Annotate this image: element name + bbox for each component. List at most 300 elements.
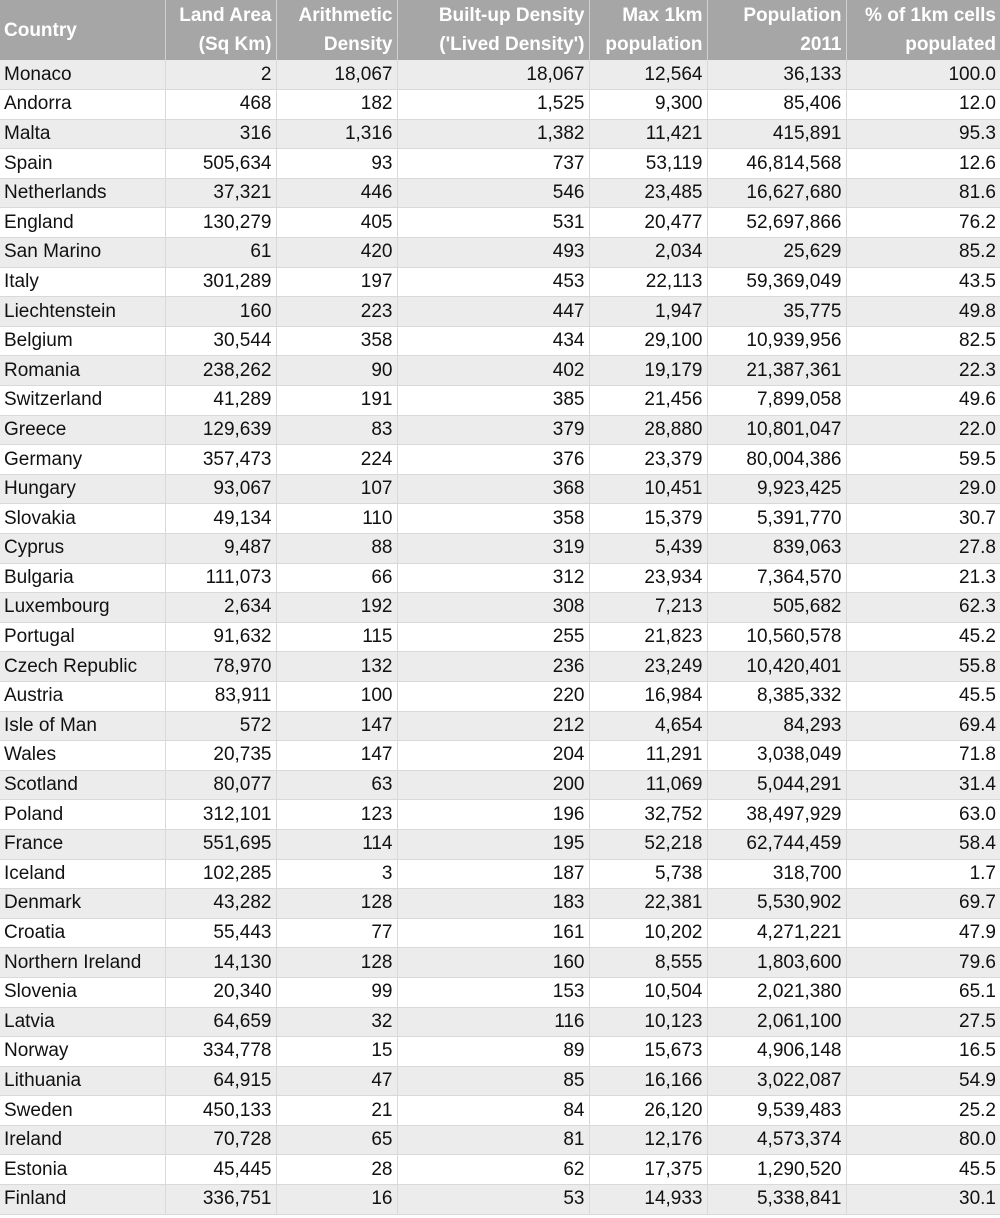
cell-max-1km-population: 21,456 [589, 386, 707, 416]
cell-built-up-density: 319 [397, 534, 589, 564]
cell-max-1km-population: 52,218 [589, 829, 707, 859]
cell-built-up-density: 546 [397, 178, 589, 208]
cell-arithmetic-density: 110 [276, 504, 397, 534]
cell-population-2011: 9,539,483 [707, 1096, 846, 1126]
table-row [0, 297, 1000, 327]
cell-percent-cells-populated: 69.4 [846, 711, 1000, 741]
cell-country: Luxembourg [0, 593, 165, 623]
cell-population-2011: 4,906,148 [707, 1037, 846, 1067]
cell-max-1km-population: 2,034 [589, 238, 707, 268]
cell-percent-cells-populated: 31.4 [846, 770, 1000, 800]
table-row [0, 267, 1000, 297]
cell-country: San Marino [0, 238, 165, 268]
cell-country: Slovakia [0, 504, 165, 534]
cell-arithmetic-density: 197 [276, 267, 397, 297]
cell-built-up-density: 183 [397, 889, 589, 919]
cell-built-up-density: 204 [397, 741, 589, 771]
cell-land-area: 450,133 [165, 1096, 276, 1126]
cell-population-2011: 10,801,047 [707, 415, 846, 445]
cell-land-area: 129,639 [165, 415, 276, 445]
column-header-line: Country [4, 19, 77, 41]
table-row [0, 445, 1000, 475]
cell-population-2011: 36,133 [707, 60, 846, 90]
cell-population-2011: 25,629 [707, 238, 846, 268]
column-header-max-1km-population [589, 0, 707, 60]
cell-max-1km-population: 7,213 [589, 593, 707, 623]
table-row [0, 208, 1000, 238]
cell-arithmetic-density: 15 [276, 1037, 397, 1067]
cell-percent-cells-populated: 69.7 [846, 889, 1000, 919]
cell-population-2011: 35,775 [707, 297, 846, 327]
cell-percent-cells-populated: 62.3 [846, 593, 1000, 623]
column-header-line: ('Lived Density') [439, 34, 585, 55]
column-header-line: (Sq Km) [198, 34, 272, 55]
cell-population-2011: 16,627,680 [707, 178, 846, 208]
table-row [0, 1066, 1000, 1096]
cell-max-1km-population: 28,880 [589, 415, 707, 445]
cell-population-2011: 839,063 [707, 534, 846, 564]
table-row [0, 948, 1000, 978]
column-header-line: Arithmetic [298, 5, 393, 26]
cell-percent-cells-populated: 85.2 [846, 238, 1000, 268]
table-row [0, 1125, 1000, 1155]
cell-arithmetic-density: 147 [276, 711, 397, 741]
cell-built-up-density: 220 [397, 681, 589, 711]
cell-percent-cells-populated: 30.1 [846, 1185, 1000, 1215]
cell-country: Greece [0, 415, 165, 445]
cell-built-up-density: 85 [397, 1066, 589, 1096]
cell-population-2011: 5,044,291 [707, 770, 846, 800]
column-header-line: % of 1km cells [865, 5, 996, 26]
cell-country: Spain [0, 149, 165, 179]
cell-population-2011: 1,803,600 [707, 948, 846, 978]
cell-built-up-density: 434 [397, 326, 589, 356]
cell-land-area: 70,728 [165, 1125, 276, 1155]
table-row [0, 711, 1000, 741]
table-row [0, 889, 1000, 919]
cell-percent-cells-populated: 76.2 [846, 208, 1000, 238]
cell-land-area: 505,634 [165, 149, 276, 179]
cell-max-1km-population: 12,564 [589, 60, 707, 90]
cell-country: Scotland [0, 770, 165, 800]
cell-arithmetic-density: 107 [276, 474, 397, 504]
cell-population-2011: 505,682 [707, 593, 846, 623]
cell-built-up-density: 89 [397, 1037, 589, 1067]
cell-percent-cells-populated: 22.0 [846, 415, 1000, 445]
cell-population-2011: 62,744,459 [707, 829, 846, 859]
cell-country: Italy [0, 267, 165, 297]
cell-max-1km-population: 10,202 [589, 918, 707, 948]
cell-country: France [0, 829, 165, 859]
cell-population-2011: 3,022,087 [707, 1066, 846, 1096]
cell-arithmetic-density: 66 [276, 563, 397, 593]
cell-built-up-density: 379 [397, 415, 589, 445]
cell-country: Switzerland [0, 386, 165, 416]
cell-built-up-density: 447 [397, 297, 589, 327]
table-row [0, 741, 1000, 771]
cell-built-up-density: 116 [397, 1007, 589, 1037]
cell-country: Poland [0, 800, 165, 830]
cell-population-2011: 59,369,049 [707, 267, 846, 297]
cell-built-up-density: 493 [397, 238, 589, 268]
table-row [0, 1096, 1000, 1126]
cell-built-up-density: 212 [397, 711, 589, 741]
cell-country: Austria [0, 681, 165, 711]
cell-max-1km-population: 23,249 [589, 652, 707, 682]
cell-max-1km-population: 20,477 [589, 208, 707, 238]
cell-percent-cells-populated: 63.0 [846, 800, 1000, 830]
cell-arithmetic-density: 18,067 [276, 60, 397, 90]
column-header-line: Max 1km [622, 5, 703, 26]
cell-arithmetic-density: 3 [276, 859, 397, 889]
cell-population-2011: 84,293 [707, 711, 846, 741]
cell-country: Hungary [0, 474, 165, 504]
cell-max-1km-population: 5,439 [589, 534, 707, 564]
cell-land-area: 357,473 [165, 445, 276, 475]
cell-country: Slovenia [0, 977, 165, 1007]
table-header-row [0, 0, 1000, 60]
cell-percent-cells-populated: 25.2 [846, 1096, 1000, 1126]
cell-land-area: 160 [165, 297, 276, 327]
column-header-line: Population [743, 5, 842, 26]
cell-country: Netherlands [0, 178, 165, 208]
cell-percent-cells-populated: 22.3 [846, 356, 1000, 386]
cell-max-1km-population: 22,381 [589, 889, 707, 919]
cell-max-1km-population: 23,934 [589, 563, 707, 593]
table-row [0, 652, 1000, 682]
cell-country: Belgium [0, 326, 165, 356]
table-row [0, 149, 1000, 179]
cell-population-2011: 21,387,361 [707, 356, 846, 386]
table-row [0, 326, 1000, 356]
cell-arithmetic-density: 128 [276, 948, 397, 978]
table-row [0, 829, 1000, 859]
cell-land-area: 20,735 [165, 741, 276, 771]
cell-max-1km-population: 23,485 [589, 178, 707, 208]
column-header-country [0, 0, 165, 60]
cell-arithmetic-density: 28 [276, 1155, 397, 1185]
column-header-line: populated [905, 34, 996, 55]
cell-land-area: 102,285 [165, 859, 276, 889]
cell-land-area: 238,262 [165, 356, 276, 386]
cell-max-1km-population: 9,300 [589, 90, 707, 120]
cell-percent-cells-populated: 55.8 [846, 652, 1000, 682]
cell-arithmetic-density: 100 [276, 681, 397, 711]
cell-percent-cells-populated: 81.6 [846, 178, 1000, 208]
cell-population-2011: 7,899,058 [707, 386, 846, 416]
cell-max-1km-population: 32,752 [589, 800, 707, 830]
cell-population-2011: 318,700 [707, 859, 846, 889]
cell-arithmetic-density: 223 [276, 297, 397, 327]
cell-arithmetic-density: 77 [276, 918, 397, 948]
cell-max-1km-population: 15,379 [589, 504, 707, 534]
cell-max-1km-population: 53,119 [589, 149, 707, 179]
column-header-population-2011 [707, 0, 846, 60]
cell-arithmetic-density: 114 [276, 829, 397, 859]
cell-max-1km-population: 17,375 [589, 1155, 707, 1185]
cell-built-up-density: 368 [397, 474, 589, 504]
cell-country: Denmark [0, 889, 165, 919]
cell-arithmetic-density: 182 [276, 90, 397, 120]
cell-max-1km-population: 11,421 [589, 119, 707, 149]
cell-country: Estonia [0, 1155, 165, 1185]
table-row [0, 593, 1000, 623]
cell-arithmetic-density: 99 [276, 977, 397, 1007]
cell-land-area: 41,289 [165, 386, 276, 416]
cell-max-1km-population: 10,504 [589, 977, 707, 1007]
cell-percent-cells-populated: 71.8 [846, 741, 1000, 771]
cell-country: Wales [0, 741, 165, 771]
cell-country: Czech Republic [0, 652, 165, 682]
cell-land-area: 37,321 [165, 178, 276, 208]
cell-max-1km-population: 21,823 [589, 622, 707, 652]
cell-population-2011: 3,038,049 [707, 741, 846, 771]
cell-country: Romania [0, 356, 165, 386]
column-header-built-up-density [397, 0, 589, 60]
table-row [0, 90, 1000, 120]
cell-arithmetic-density: 32 [276, 1007, 397, 1037]
cell-population-2011: 52,697,866 [707, 208, 846, 238]
cell-built-up-density: 236 [397, 652, 589, 682]
cell-land-area: 43,282 [165, 889, 276, 919]
cell-land-area: 91,632 [165, 622, 276, 652]
cell-arithmetic-density: 405 [276, 208, 397, 238]
cell-built-up-density: 81 [397, 1125, 589, 1155]
cell-built-up-density: 62 [397, 1155, 589, 1185]
cell-country: Sweden [0, 1096, 165, 1126]
table-row [0, 504, 1000, 534]
cell-population-2011: 1,290,520 [707, 1155, 846, 1185]
cell-population-2011: 2,021,380 [707, 977, 846, 1007]
table-row [0, 1037, 1000, 1067]
cell-percent-cells-populated: 47.9 [846, 918, 1000, 948]
table-row [0, 1007, 1000, 1037]
column-header-line: population [605, 34, 703, 55]
cell-population-2011: 10,939,956 [707, 326, 846, 356]
cell-percent-cells-populated: 59.5 [846, 445, 1000, 475]
cell-built-up-density: 18,067 [397, 60, 589, 90]
cell-max-1km-population: 14,933 [589, 1185, 707, 1215]
cell-built-up-density: 255 [397, 622, 589, 652]
column-header-line: Density [323, 34, 393, 55]
cell-max-1km-population: 15,673 [589, 1037, 707, 1067]
cell-country: Monaco [0, 60, 165, 90]
cell-population-2011: 8,385,332 [707, 681, 846, 711]
cell-country: Latvia [0, 1007, 165, 1037]
cell-country: Norway [0, 1037, 165, 1067]
cell-country: Portugal [0, 622, 165, 652]
cell-land-area: 61 [165, 238, 276, 268]
cell-built-up-density: 385 [397, 386, 589, 416]
cell-land-area: 468 [165, 90, 276, 120]
cell-max-1km-population: 19,179 [589, 356, 707, 386]
cell-max-1km-population: 22,113 [589, 267, 707, 297]
cell-population-2011: 46,814,568 [707, 149, 846, 179]
cell-population-2011: 5,530,902 [707, 889, 846, 919]
cell-arithmetic-density: 21 [276, 1096, 397, 1126]
cell-built-up-density: 358 [397, 504, 589, 534]
cell-population-2011: 4,271,221 [707, 918, 846, 948]
table-row [0, 622, 1000, 652]
column-header-line: 2011 [800, 34, 842, 55]
table-body [0, 60, 1000, 1214]
cell-land-area: 312,101 [165, 800, 276, 830]
cell-percent-cells-populated: 27.5 [846, 1007, 1000, 1037]
cell-arithmetic-density: 123 [276, 800, 397, 830]
cell-population-2011: 10,420,401 [707, 652, 846, 682]
table-row [0, 119, 1000, 149]
cell-land-area: 64,915 [165, 1066, 276, 1096]
cell-land-area: 14,130 [165, 948, 276, 978]
cell-land-area: 2 [165, 60, 276, 90]
cell-percent-cells-populated: 30.7 [846, 504, 1000, 534]
cell-population-2011: 10,560,578 [707, 622, 846, 652]
cell-arithmetic-density: 65 [276, 1125, 397, 1155]
cell-arithmetic-density: 358 [276, 326, 397, 356]
cell-country: Isle of Man [0, 711, 165, 741]
cell-percent-cells-populated: 45.5 [846, 1155, 1000, 1185]
cell-built-up-density: 160 [397, 948, 589, 978]
cell-country: Malta [0, 119, 165, 149]
cell-max-1km-population: 12,176 [589, 1125, 707, 1155]
cell-percent-cells-populated: 49.6 [846, 386, 1000, 416]
cell-land-area: 30,544 [165, 326, 276, 356]
cell-country: Ireland [0, 1125, 165, 1155]
cell-land-area: 83,911 [165, 681, 276, 711]
cell-arithmetic-density: 83 [276, 415, 397, 445]
cell-arithmetic-density: 63 [276, 770, 397, 800]
table-row [0, 474, 1000, 504]
table-row [0, 977, 1000, 1007]
cell-built-up-density: 196 [397, 800, 589, 830]
column-header-line: Land Area [179, 5, 272, 26]
cell-arithmetic-density: 93 [276, 149, 397, 179]
cell-land-area: 45,445 [165, 1155, 276, 1185]
cell-arithmetic-density: 132 [276, 652, 397, 682]
cell-arithmetic-density: 1,316 [276, 119, 397, 149]
table-row [0, 770, 1000, 800]
column-header-line: Built-up Density [438, 5, 585, 26]
cell-percent-cells-populated: 21.3 [846, 563, 1000, 593]
cell-arithmetic-density: 446 [276, 178, 397, 208]
cell-land-area: 336,751 [165, 1185, 276, 1215]
cell-max-1km-population: 23,379 [589, 445, 707, 475]
cell-built-up-density: 53 [397, 1185, 589, 1215]
cell-arithmetic-density: 128 [276, 889, 397, 919]
cell-land-area: 572 [165, 711, 276, 741]
cell-land-area: 334,778 [165, 1037, 276, 1067]
table-row [0, 918, 1000, 948]
cell-percent-cells-populated: 49.8 [846, 297, 1000, 327]
cell-percent-cells-populated: 27.8 [846, 534, 1000, 564]
cell-built-up-density: 187 [397, 859, 589, 889]
cell-population-2011: 9,923,425 [707, 474, 846, 504]
cell-land-area: 130,279 [165, 208, 276, 238]
cell-percent-cells-populated: 43.5 [846, 267, 1000, 297]
cell-percent-cells-populated: 82.5 [846, 326, 1000, 356]
cell-percent-cells-populated: 29.0 [846, 474, 1000, 504]
cell-max-1km-population: 5,738 [589, 859, 707, 889]
table-row [0, 563, 1000, 593]
cell-max-1km-population: 29,100 [589, 326, 707, 356]
cell-country: Croatia [0, 918, 165, 948]
cell-country: Germany [0, 445, 165, 475]
cell-percent-cells-populated: 79.6 [846, 948, 1000, 978]
cell-country: Bulgaria [0, 563, 165, 593]
cell-land-area: 9,487 [165, 534, 276, 564]
table-row [0, 800, 1000, 830]
cell-arithmetic-density: 420 [276, 238, 397, 268]
cell-max-1km-population: 1,947 [589, 297, 707, 327]
table-row [0, 1155, 1000, 1185]
cell-arithmetic-density: 16 [276, 1185, 397, 1215]
cell-percent-cells-populated: 54.9 [846, 1066, 1000, 1096]
cell-population-2011: 4,573,374 [707, 1125, 846, 1155]
cell-built-up-density: 195 [397, 829, 589, 859]
cell-population-2011: 38,497,929 [707, 800, 846, 830]
cell-arithmetic-density: 224 [276, 445, 397, 475]
cell-built-up-density: 1,525 [397, 90, 589, 120]
cell-population-2011: 5,338,841 [707, 1185, 846, 1215]
cell-built-up-density: 153 [397, 977, 589, 1007]
cell-land-area: 20,340 [165, 977, 276, 1007]
table-row [0, 415, 1000, 445]
cell-arithmetic-density: 90 [276, 356, 397, 386]
cell-land-area: 93,067 [165, 474, 276, 504]
table-row [0, 534, 1000, 564]
cell-percent-cells-populated: 45.2 [846, 622, 1000, 652]
cell-percent-cells-populated: 80.0 [846, 1125, 1000, 1155]
cell-percent-cells-populated: 58.4 [846, 829, 1000, 859]
cell-country: Finland [0, 1185, 165, 1215]
cell-max-1km-population: 16,166 [589, 1066, 707, 1096]
cell-max-1km-population: 16,984 [589, 681, 707, 711]
cell-percent-cells-populated: 12.6 [846, 149, 1000, 179]
cell-population-2011: 415,891 [707, 119, 846, 149]
cell-percent-cells-populated: 12.0 [846, 90, 1000, 120]
cell-built-up-density: 531 [397, 208, 589, 238]
cell-percent-cells-populated: 45.5 [846, 681, 1000, 711]
cell-country: Lithuania [0, 1066, 165, 1096]
cell-built-up-density: 376 [397, 445, 589, 475]
table-row [0, 681, 1000, 711]
column-header-percent-cells-populated [846, 0, 1000, 60]
cell-arithmetic-density: 147 [276, 741, 397, 771]
cell-built-up-density: 453 [397, 267, 589, 297]
column-header-land-area [165, 0, 276, 60]
cell-percent-cells-populated: 95.3 [846, 119, 1000, 149]
column-header-arithmetic-density [276, 0, 397, 60]
table-row [0, 1185, 1000, 1215]
cell-country: Cyprus [0, 534, 165, 564]
cell-country: Andorra [0, 90, 165, 120]
cell-population-2011: 2,061,100 [707, 1007, 846, 1037]
table-row [0, 178, 1000, 208]
cell-arithmetic-density: 115 [276, 622, 397, 652]
cell-built-up-density: 308 [397, 593, 589, 623]
cell-percent-cells-populated: 1.7 [846, 859, 1000, 889]
cell-land-area: 49,134 [165, 504, 276, 534]
table-row [0, 859, 1000, 889]
cell-arithmetic-density: 192 [276, 593, 397, 623]
cell-built-up-density: 200 [397, 770, 589, 800]
cell-built-up-density: 402 [397, 356, 589, 386]
cell-population-2011: 7,364,570 [707, 563, 846, 593]
cell-land-area: 64,659 [165, 1007, 276, 1037]
cell-built-up-density: 161 [397, 918, 589, 948]
cell-country: Liechtenstein [0, 297, 165, 327]
cell-population-2011: 80,004,386 [707, 445, 846, 475]
